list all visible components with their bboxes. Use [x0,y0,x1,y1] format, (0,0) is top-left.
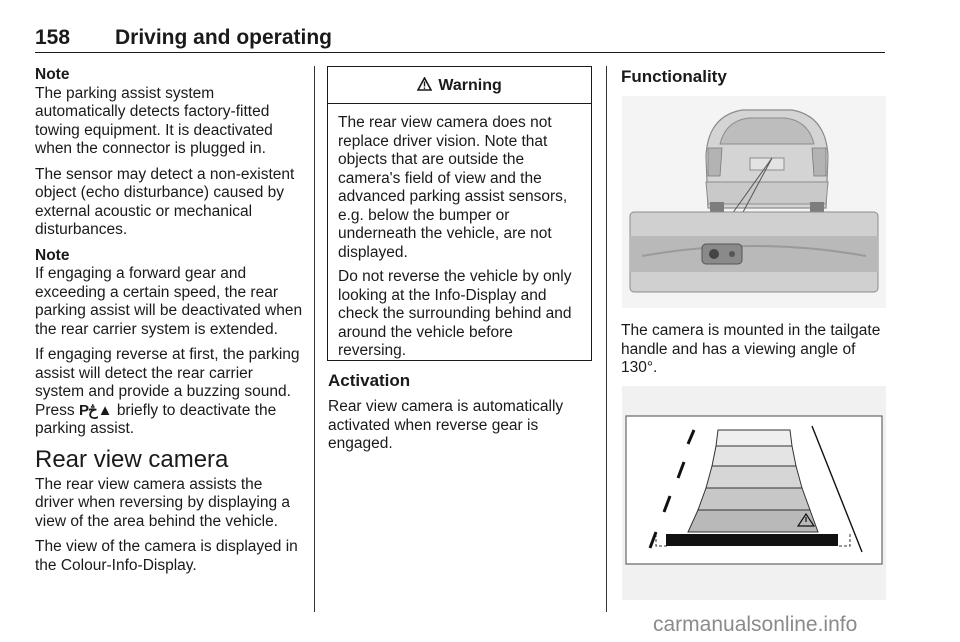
note-label: Note [35,66,70,83]
note-label: Note [35,246,70,264]
note-text: If engaging a forward gear and exceeding a certain speed, the rear parking assist will be deactivated when the rear carrier system is extended. [35,265,303,338]
warning-paragraph: The rear view camera does not replace driver vision. Note that objects that are outside the camera's field of view and the advanced parking assist sensors, e.g. below the bumper or underneath the vehicle, are not displayed. [338,114,568,261]
section-title: Driving and operating [115,26,333,49]
warning-triangle-icon [417,77,436,94]
page-header [35,26,885,53]
warning-title: Warning [438,77,502,94]
paragraph-press-instruction [35,346,303,439]
paragraph-text: briefly to deactivate the parking assist. [35,401,277,437]
middle-column-lower [328,370,590,461]
page-number: 158 [35,26,71,49]
functionality-heading: Functionality [621,67,727,86]
activation-heading: Activation [328,371,411,390]
paragraph: Rear view camera is automatically activated when reverse gear is engaged. [328,398,564,452]
column-divider [606,66,607,612]
tailgate-camera-illustration [622,96,886,308]
warning-box [327,66,592,361]
note-text: The parking assist system automatically detects factory-fitted towing equipment. It is deactivated when the connector is plugged in. [35,84,273,157]
paragraph: The view of the camera is displayed in the Colour-Info-Display. [35,538,298,574]
watermark: carmanualsonline.info [653,613,858,636]
right-column-caption [621,322,889,385]
parking-assist-button-symbol: Pڅ▲ [78,401,113,419]
warning-paragraph: Do not reverse the vehicle by only looking at the Info-Display and check the surrounding behind and around the vehicle before reversing. [338,268,572,359]
paragraph: The rear view camera assists the driver when reversing by displaying a view of the area behind the vehicle. [35,475,291,530]
warning-header [328,67,591,104]
camera-display-illustration [622,386,886,600]
section-heading: Rear view camera [35,445,229,473]
right-column [621,66,889,94]
paragraph-text: If engaging reverse at first, the parking assist will detect the rear carrier system and provide a buzzing sound. Press [35,346,300,419]
camera-caption: The camera is mounted in the tailgate handle and has a viewing angle of 130°. [621,322,881,376]
paragraph: The sensor may detect a non-existent object (echo disturbance) caused by external acoustic or mechanical disturbances. [35,165,295,238]
column-divider [314,66,315,612]
left-column [35,66,303,582]
